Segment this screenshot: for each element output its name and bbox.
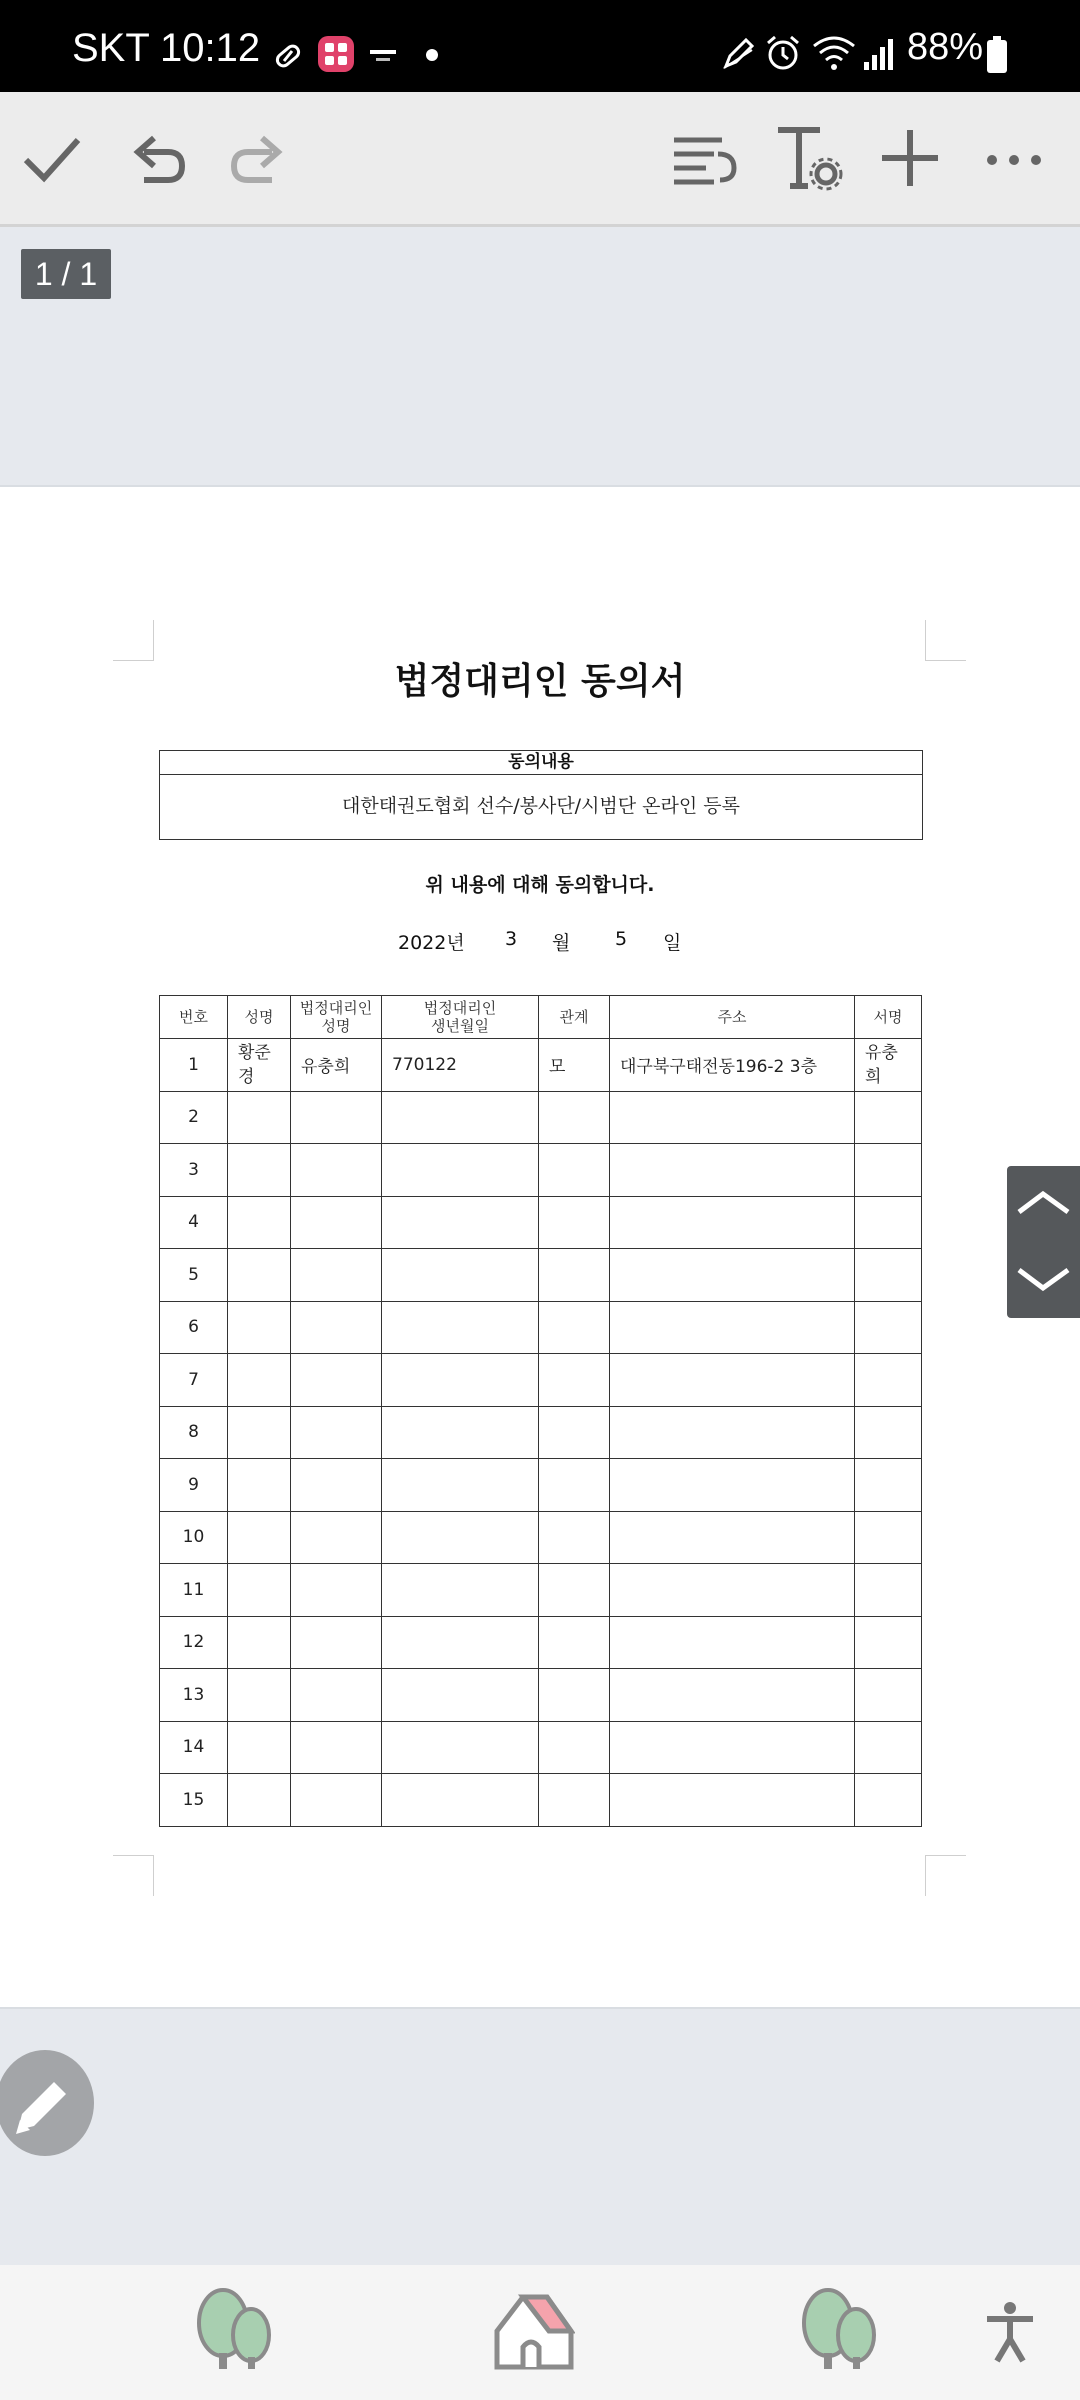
relation-cell[interactable] [539, 1091, 610, 1144]
table-row [160, 1039, 922, 1092]
guardian-name-cell[interactable] [291, 1564, 382, 1617]
home-icon[interactable] [493, 2287, 575, 2375]
signature-cell[interactable] [855, 1721, 922, 1774]
consent-box [159, 750, 923, 840]
guardian-birthdate-cell[interactable] [382, 1249, 539, 1302]
page-counter: 1 / 1 [21, 249, 111, 299]
row-number-cell[interactable]: 2 [160, 1091, 228, 1144]
student-name-cell[interactable] [228, 1406, 291, 1459]
row-number-cell[interactable]: 12 [160, 1616, 228, 1669]
row-number-cell[interactable]: 14 [160, 1721, 228, 1774]
date-month-label: 월 [552, 932, 571, 954]
header-guardian-birthdate: 법정대리인 생년월일 [382, 996, 539, 1039]
table-row [160, 1091, 922, 1144]
signature-cell[interactable] [855, 1249, 922, 1302]
check-icon[interactable] [16, 122, 88, 194]
redo-icon[interactable] [222, 122, 294, 194]
guardian-name-cell[interactable] [291, 1354, 382, 1407]
row-number-cell[interactable]: 8 [160, 1406, 228, 1459]
house-app-icon [368, 44, 398, 66]
address-cell[interactable] [610, 1091, 855, 1144]
relation-cell[interactable] [539, 1301, 610, 1354]
student-name-cell[interactable] [228, 1511, 291, 1564]
table-row [160, 1511, 922, 1564]
address-cell[interactable] [610, 1721, 855, 1774]
table-row [160, 1144, 922, 1197]
crop-mark [925, 1855, 966, 1896]
address-cell[interactable] [610, 1196, 855, 1249]
header-number: 번호 [160, 996, 228, 1039]
signature-cell[interactable] [855, 1616, 922, 1669]
table-row [160, 1196, 922, 1249]
signature-cell[interactable] [855, 1459, 922, 1512]
signature-cell[interactable] [855, 1774, 922, 1827]
relation-cell[interactable] [539, 1144, 610, 1197]
relation-cell[interactable] [539, 1669, 610, 1722]
relation-cell[interactable] [539, 1249, 610, 1302]
student-name-cell[interactable] [228, 1301, 291, 1354]
page-scroll-controls [1007, 1166, 1080, 1318]
table-row [160, 1301, 922, 1354]
guardian-birthdate-cell[interactable] [382, 1774, 539, 1827]
header-relation: 관계 [539, 996, 610, 1039]
row-number-cell[interactable]: 11 [160, 1564, 228, 1617]
row-number-cell[interactable]: 6 [160, 1301, 228, 1354]
battery-percent: 88% [907, 26, 984, 68]
date-day-value: 5 [615, 928, 628, 950]
table-row [160, 1249, 922, 1302]
signature-cell[interactable]: 유충 희 [855, 1039, 922, 1092]
guardian-birthdate-cell[interactable] [382, 1354, 539, 1407]
date-month-value: 3 [505, 928, 518, 950]
battery-icon [986, 36, 1008, 74]
guardian-name-cell[interactable] [291, 1616, 382, 1669]
address-cell[interactable] [610, 1616, 855, 1669]
guardian-name-cell[interactable] [291, 1511, 382, 1564]
pill-icon [272, 40, 304, 72]
student-name-cell[interactable] [228, 1249, 291, 1302]
signature-cell[interactable] [855, 1564, 922, 1617]
student-name-cell[interactable] [228, 1774, 291, 1827]
guardian-name-cell[interactable] [291, 1301, 382, 1354]
guardian-name-cell[interactable] [291, 1721, 382, 1774]
wifi-icon [812, 34, 856, 74]
pen-mode-button[interactable] [0, 2050, 94, 2156]
signature-cell[interactable] [855, 1091, 922, 1144]
scroll-down-icon[interactable] [1007, 1242, 1080, 1318]
guardian-name-cell[interactable] [291, 1196, 382, 1249]
pen-icon [720, 36, 756, 72]
bottom-navigation [0, 2265, 1080, 2400]
guardian-birthdate-cell[interactable] [382, 1459, 539, 1512]
header-signature: 서명 [855, 996, 922, 1039]
row-number-cell[interactable]: 15 [160, 1774, 228, 1827]
date-year: 2022년 [398, 932, 465, 954]
guardian-name-cell[interactable]: 유충희 [291, 1039, 382, 1092]
guardian-name-cell[interactable] [291, 1091, 382, 1144]
row-number-cell[interactable]: 7 [160, 1354, 228, 1407]
signal-icon [862, 36, 896, 72]
guardian-birthdate-cell[interactable] [382, 1511, 539, 1564]
header-guardian-name: 법정대리인 성명 [291, 996, 382, 1039]
table-row [160, 1406, 922, 1459]
relation-cell[interactable]: 모 [539, 1039, 610, 1092]
guardian-birthdate-cell[interactable] [382, 1196, 539, 1249]
table-row [160, 1721, 922, 1774]
student-name-cell[interactable] [228, 1459, 291, 1512]
address-cell[interactable] [610, 1301, 855, 1354]
student-name-cell[interactable] [228, 1616, 291, 1669]
guardian-name-cell[interactable] [291, 1249, 382, 1302]
tree-icon[interactable] [193, 2287, 275, 2375]
row-number-cell[interactable]: 13 [160, 1669, 228, 1722]
undo-icon[interactable] [122, 122, 194, 194]
address-cell[interactable] [610, 1774, 855, 1827]
clock: 10:12 [160, 26, 261, 70]
table-row [160, 1459, 922, 1512]
signature-cell[interactable] [855, 1406, 922, 1459]
relation-cell[interactable] [539, 1196, 610, 1249]
guardian-name-cell[interactable] [291, 1669, 382, 1722]
guardian-birthdate-cell[interactable] [382, 1564, 539, 1617]
add-icon[interactable] [874, 122, 946, 194]
student-name-cell[interactable] [228, 1196, 291, 1249]
consent-header: 동의내용 [160, 751, 922, 775]
relation-cell[interactable] [539, 1721, 610, 1774]
guardian-birthdate-cell[interactable] [382, 1301, 539, 1354]
row-number-cell[interactable]: 4 [160, 1196, 228, 1249]
student-name-cell[interactable] [228, 1144, 291, 1197]
text-settings-icon[interactable] [772, 122, 844, 194]
table-row [160, 1354, 922, 1407]
text-wrap-icon[interactable] [668, 122, 740, 194]
signature-cell[interactable] [855, 1196, 922, 1249]
dot-icon [425, 48, 439, 62]
status-bar [0, 0, 1080, 92]
consent-body: 대한태권도협회 선수/봉사단/시범단 온라인 등록 [341, 795, 740, 817]
relation-cell[interactable] [539, 1459, 610, 1512]
date-day-label: 일 [663, 932, 682, 954]
guardian-birthdate-cell[interactable] [382, 1721, 539, 1774]
relation-cell[interactable] [539, 1564, 610, 1617]
table-row [160, 1616, 922, 1669]
guardian-name-cell[interactable] [291, 1774, 382, 1827]
address-cell[interactable] [610, 1511, 855, 1564]
carrier-label: SKT [72, 26, 150, 70]
accessibility-icon[interactable] [983, 2301, 1037, 2363]
agreement-text: 위 내용에 대해 동의합니다. [425, 874, 655, 896]
pencil-icon [0, 2050, 94, 2156]
address-cell[interactable] [610, 1249, 855, 1302]
student-name-cell[interactable]: 황준 경 [228, 1039, 291, 1092]
student-name-cell[interactable] [228, 1564, 291, 1617]
address-cell[interactable] [610, 1354, 855, 1407]
table-row [160, 1564, 922, 1617]
scroll-up-icon[interactable] [1007, 1166, 1080, 1242]
guardian-name-cell[interactable] [291, 1459, 382, 1512]
signature-cell[interactable] [855, 1301, 922, 1354]
row-number-cell[interactable]: 9 [160, 1459, 228, 1512]
signature-cell[interactable] [855, 1354, 922, 1407]
crop-mark [113, 1855, 154, 1896]
relation-cell[interactable] [539, 1511, 610, 1564]
table-header-row [160, 996, 922, 1039]
editor-toolbar [0, 92, 1080, 227]
student-name-cell[interactable] [228, 1354, 291, 1407]
guardian-birthdate-cell[interactable] [382, 1406, 539, 1459]
student-name-cell[interactable] [228, 1091, 291, 1144]
guardian-birthdate-cell[interactable]: 770122 [382, 1039, 539, 1092]
header-address: 주소 [610, 996, 855, 1039]
address-cell[interactable] [610, 1144, 855, 1197]
table-row [160, 1669, 922, 1722]
signature-cell[interactable] [855, 1511, 922, 1564]
header-name: 성명 [228, 996, 291, 1039]
guardian-birthdate-cell[interactable] [382, 1669, 539, 1722]
relation-cell[interactable] [539, 1406, 610, 1459]
row-number-cell[interactable]: 1 [160, 1039, 228, 1092]
relation-cell[interactable] [539, 1354, 610, 1407]
address-cell[interactable] [610, 1564, 855, 1617]
row-number-cell[interactable]: 5 [160, 1249, 228, 1302]
student-name-cell[interactable] [228, 1669, 291, 1722]
relation-cell[interactable] [539, 1774, 610, 1827]
signature-cell[interactable] [855, 1669, 922, 1722]
guardian-birthdate-cell[interactable] [382, 1091, 539, 1144]
address-cell[interactable] [610, 1669, 855, 1722]
more-icon[interactable] [978, 122, 1050, 194]
document-title: 법정대리인 동의서 [394, 661, 686, 702]
app-notification-icon [318, 36, 354, 72]
guardian-birthdate-cell[interactable] [382, 1616, 539, 1669]
alarm-icon [764, 34, 802, 72]
address-cell[interactable] [610, 1406, 855, 1459]
guardian-birthdate-cell[interactable] [382, 1144, 539, 1197]
table-row [160, 1774, 922, 1827]
guardian-name-cell[interactable] [291, 1406, 382, 1459]
tree-icon[interactable] [798, 2287, 880, 2375]
address-cell[interactable]: 대구북구태전동196-2 3층 [610, 1039, 855, 1092]
signature-table [159, 995, 922, 1827]
relation-cell[interactable] [539, 1616, 610, 1669]
guardian-name-cell[interactable] [291, 1144, 382, 1197]
address-cell[interactable] [610, 1459, 855, 1512]
signature-cell[interactable] [855, 1144, 922, 1197]
student-name-cell[interactable] [228, 1721, 291, 1774]
row-number-cell[interactable]: 10 [160, 1511, 228, 1564]
row-number-cell[interactable]: 3 [160, 1144, 228, 1197]
